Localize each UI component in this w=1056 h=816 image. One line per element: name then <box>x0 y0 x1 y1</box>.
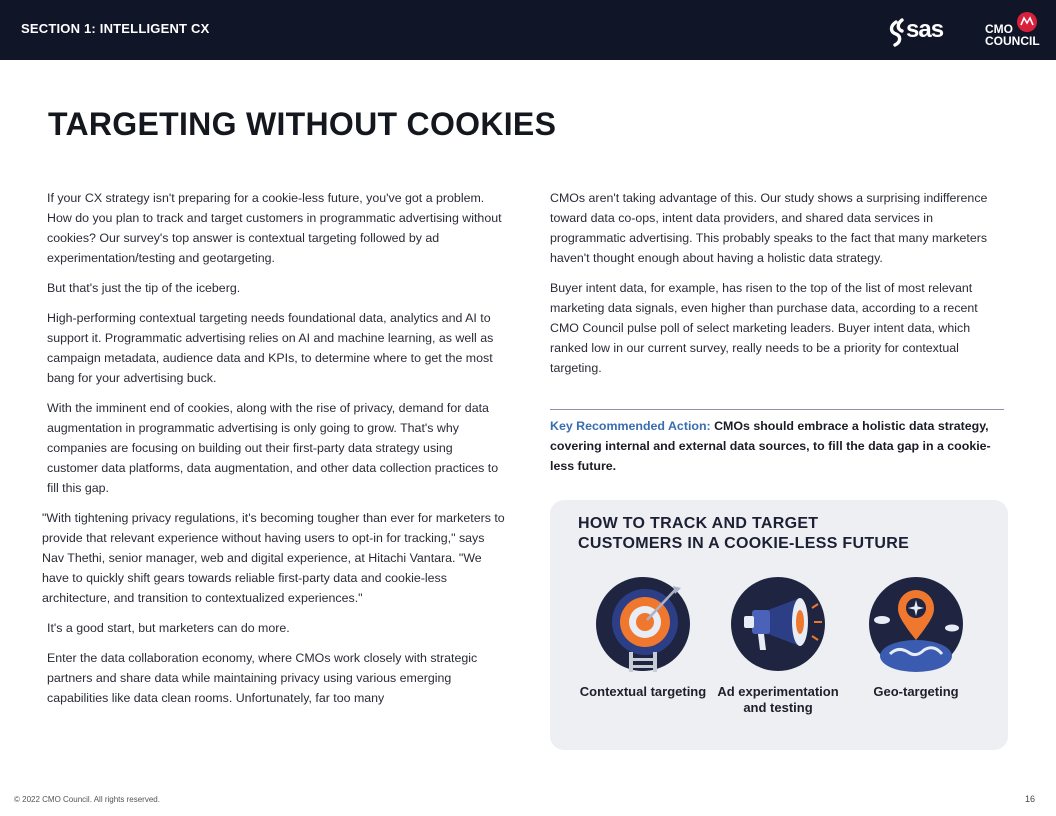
card-item-label: Contextual targeting <box>579 684 707 699</box>
globe-pin-icon <box>868 576 964 672</box>
header-bar <box>0 0 1056 60</box>
card-item-label: Geo-targeting <box>873 684 959 699</box>
page-title: TARGETING WITHOUT COOKIES <box>48 106 557 142</box>
card-item-ad-experimentation <box>713 576 843 716</box>
divider <box>550 409 1004 410</box>
copyright-footer: © 2022 CMO Council. All rights reserved. <box>14 795 160 804</box>
card-title: HOW TO TRACK AND TARGET CUSTOMERS IN A COOKIE-LESS FUTURE <box>578 515 910 552</box>
paragraph: With the imminent end of cookies, along with the rise of privacy, demand for data augmentation in programmatic advertising is only going to grow. That's why companies are focusing on building out their first-party data strategy using customer data platforms, data augmentation, and other data collection practices to fill this gap. <box>47 401 499 495</box>
page-number: 16 <box>1025 794 1036 804</box>
key-recommended-action <box>550 416 998 476</box>
section-label: SECTION 1: INTELLIGENT CX <box>21 21 210 36</box>
card-item-contextual-targeting <box>578 576 708 700</box>
target-icon <box>595 576 691 672</box>
key-action-label: Key Recommended Action: <box>550 419 711 433</box>
megaphone-icon <box>730 576 826 672</box>
quote-paragraph: "With tightening privacy regulations, it's becoming tougher than ever for marketers to provide that relevant experience without having users to opt-in for tracking," says Nav Thethi, senior manager, web and digital experience, at Hitachi Vantara. "We have to quickly shift gears towards reliable first-party data and cookie-less architecture, and transition to contextualized experiences." <box>42 511 505 605</box>
paragraph: Buyer intent data, for example, has risen to the top of the list of most relevant marketing data signals, even higher than purchase data, according to a recent CMO Council pulse poll of select marketing leaders. Buyer intent data, which ranked low in our current survey, really needs to be a priority for contextual targeting. <box>550 281 978 375</box>
paragraph: It's a good start, but marketers can do more. <box>47 621 290 635</box>
paragraph: Enter the data collaboration economy, where CMOs work closely with strategic partners and share data while maintaining privacy using various emerging capabilities like data clean rooms. Unfortunately, far too many <box>47 651 478 705</box>
card-item-geo-targeting <box>851 576 981 700</box>
info-card <box>550 500 1008 750</box>
key-action-text: CMOs should embrace a holistic data strategy, covering internal and external data sources, to fill the data gap in a cookie-less future. <box>550 419 991 473</box>
paragraph: If your CX strategy isn't preparing for a cookie-less future, you've got a problem. How do you plan to track and target customers in programmatic advertising without cookies? Our survey's top answer is contextual targeting followed by ad experimentation/testing and geotargeting. <box>47 191 502 265</box>
paragraph: But that's just the tip of the iceberg. <box>47 281 241 295</box>
left-column <box>42 188 507 718</box>
paragraph: CMOs aren't taking advantage of this. Our study shows a surprising indifference toward data co-ops, intent data providers, and shared data services in programmatic advertising. This probably speaks to the fact that many marketers haven't thought enough about having a holistic data strategy. <box>550 191 988 265</box>
card-item-label: Ad experimentation and testing <box>717 684 839 715</box>
cmo-council-logo-text: CMO COUNCIL <box>985 22 1040 48</box>
paragraph: High-performing contextual targeting needs foundational data, analytics and AI to support it. Programmatic advertising relies on AI and machine learning, as well as campaign metadata, audience data and KPIs, to determine where to get the most bang for your advertising buck. <box>47 311 494 385</box>
right-column <box>550 188 1008 388</box>
sas-logo-text: sas <box>906 16 944 43</box>
